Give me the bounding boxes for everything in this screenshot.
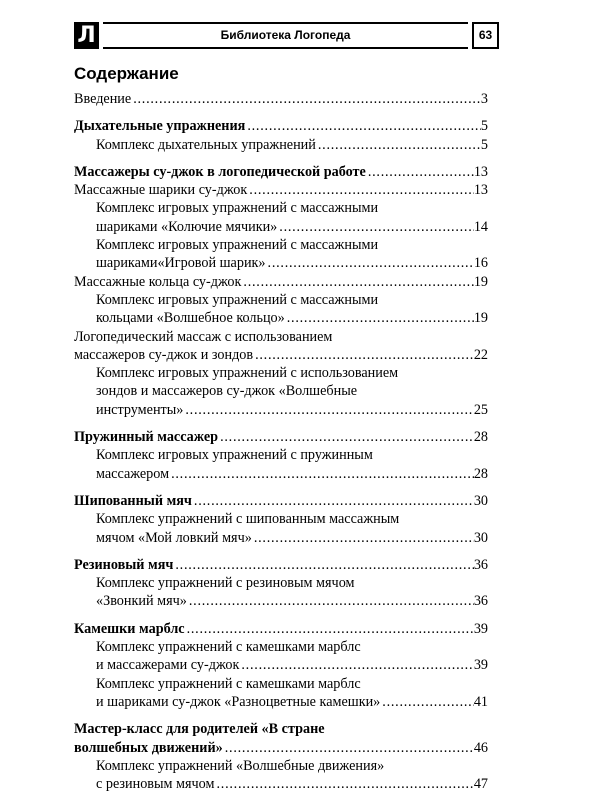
toc-entry-text: Комплекс упражнений «Волшебные движения» [96,757,385,774]
toc-page-number: 36 [473,556,488,573]
toc-page-number: 41 [473,693,488,710]
toc-entry[interactable] [74,720,488,757]
toc-entry[interactable] [74,163,488,181]
toc-entry[interactable] [74,492,488,510]
toc-entry-text: Комплекс дыхательных упражнений [96,136,316,153]
toc-entry-text: волшебных движений» [74,739,223,756]
dot-leader [366,163,474,181]
toc-page-number: 28 [473,429,488,446]
dot-leader [241,273,473,291]
toc-page-number: 46 [473,739,488,756]
dot-leader [169,465,474,483]
toc-page-number: 14 [473,218,488,235]
toc-entry-text: Пружинный массажер [74,429,219,446]
running-header [74,22,499,49]
toc-entry-text: Комплекс упражнений с камешками марблс [96,639,361,656]
toc-entry-text: Введение [74,91,132,107]
toc-entry[interactable] [74,638,488,675]
dot-leader [247,181,474,199]
dot-leader [223,739,474,757]
dot-leader [253,346,474,364]
toc-title: Содержание [74,64,179,83]
toc-page-number: 5 [480,136,488,153]
toc-page-number: 39 [473,657,488,674]
toc-entry[interactable] [74,428,488,446]
toc-entry[interactable] [74,574,488,611]
toc-entry-text: зондов и массажеров су-джок «Волшебные [96,383,358,400]
toc-entry-text: Массажные кольца су-джок [74,273,242,290]
dot-leader [245,117,481,135]
dot-leader [173,556,473,574]
toc-entry-text: шариками «Колючие мячики» [96,218,278,235]
toc-entry-text: Камешки марблс [74,620,185,637]
toc-entry-text: Резиновый мяч [74,556,174,573]
toc-page-number: 16 [473,255,488,272]
dot-leader [380,693,474,711]
dot-leader [239,656,473,674]
toc-entry-text: шариками«Игровой шарик» [96,255,266,272]
toc-page-number: 22 [473,346,488,363]
toc-entry-text: массажером [96,465,170,482]
toc-page-number: 5 [480,118,488,135]
series-logo: Л [74,22,99,49]
toc-page-number: 47 [473,776,488,793]
toc-entry[interactable] [74,446,488,483]
toc-entry-text: Комплекс упражнений с резиновым мячом [96,575,355,592]
toc-entry-text: Комплекс игровых упражнений с пружинным [96,447,373,464]
toc-page-number: 13 [473,163,488,180]
toc-page-number: 25 [473,401,488,418]
toc-entry-text: инструменты» [96,401,184,418]
toc-entry-text: Мастер-класс для родителей «В стране [74,721,325,738]
dot-leader [252,529,474,547]
toc-entry[interactable] [74,757,488,793]
toc-entry-text: и шариками су-джок «Разноцветные камешки» [96,693,381,710]
dot-leader [183,401,473,419]
toc-entry-text: Комплекс игровых упражнений с массажными [96,237,379,254]
toc-page-number: 36 [473,593,488,610]
toc-entry[interactable] [74,364,488,419]
dot-leader [316,136,481,154]
toc-entry-text: Комплекс игровых упражнений с массажными [96,200,379,217]
toc-entry[interactable] [74,620,488,638]
toc-page-number: 28 [473,465,488,482]
toc-entry[interactable] [74,236,488,273]
toc-entry-text: Шипованный мяч [74,492,192,509]
toc-page-number: 30 [473,529,488,546]
toc-entry-text: массажеров су-джок и зондов [74,346,254,363]
toc-entry-text: мячом «Мой ловкий мяч» [96,529,252,546]
dot-leader [285,309,474,327]
toc-entry-text: Комплекс игровых упражнений с использованием [96,365,399,382]
toc-entry-text: кольцами «Волшебное кольцо» [96,310,285,327]
page-number: 63 [472,22,499,49]
toc-entry-text: Массажные шарики су-джок [74,182,248,199]
toc-entry-text: и массажерами су-джок [96,657,240,674]
toc-entry[interactable] [74,117,488,135]
toc-entry-text: Логопедический массаж с использованием [74,328,333,345]
toc-page-number: 19 [473,273,488,290]
toc-entry[interactable] [74,273,488,291]
toc-entry[interactable] [74,90,488,108]
dot-leader [218,428,474,446]
toc-entry[interactable] [74,675,488,712]
dot-leader [266,254,474,272]
dot-leader [131,90,481,108]
series-title: Библиотека Логопеда [103,22,468,49]
dot-leader [192,492,474,510]
toc-entry[interactable] [74,136,488,154]
toc-page-number: 39 [473,620,488,637]
toc-entry[interactable] [74,510,488,547]
toc-entry[interactable] [74,328,488,365]
toc-entry-text: с резиновым мячом [96,776,215,793]
toc-entry-text: Комплекс игровых упражнений с массажными [96,291,379,308]
toc-entry-text: Комплекс упражнений с шипованным массажным [96,511,400,528]
toc-page-number: 3 [480,91,488,107]
toc-entry-text: Комплекс упражнений с камешками марблс [96,675,361,692]
toc-page-number: 19 [473,310,488,327]
table-of-contents [74,90,488,793]
toc-entry[interactable] [74,199,488,236]
toc-page-number: 13 [473,182,488,199]
dot-leader [277,218,474,236]
toc-entry-text: Дыхательные упражнения [74,118,246,135]
dot-leader [185,620,474,638]
toc-entry-text: Массажеры су-джок в логопедической работе [74,163,366,180]
toc-entry-text: «Звонкий мяч» [96,593,187,610]
toc-entry[interactable] [74,181,488,199]
toc-entry[interactable] [74,556,488,574]
dot-leader [215,775,474,793]
toc-page-number: 30 [473,492,488,509]
dot-leader [187,592,474,610]
toc-entry[interactable] [74,291,488,328]
